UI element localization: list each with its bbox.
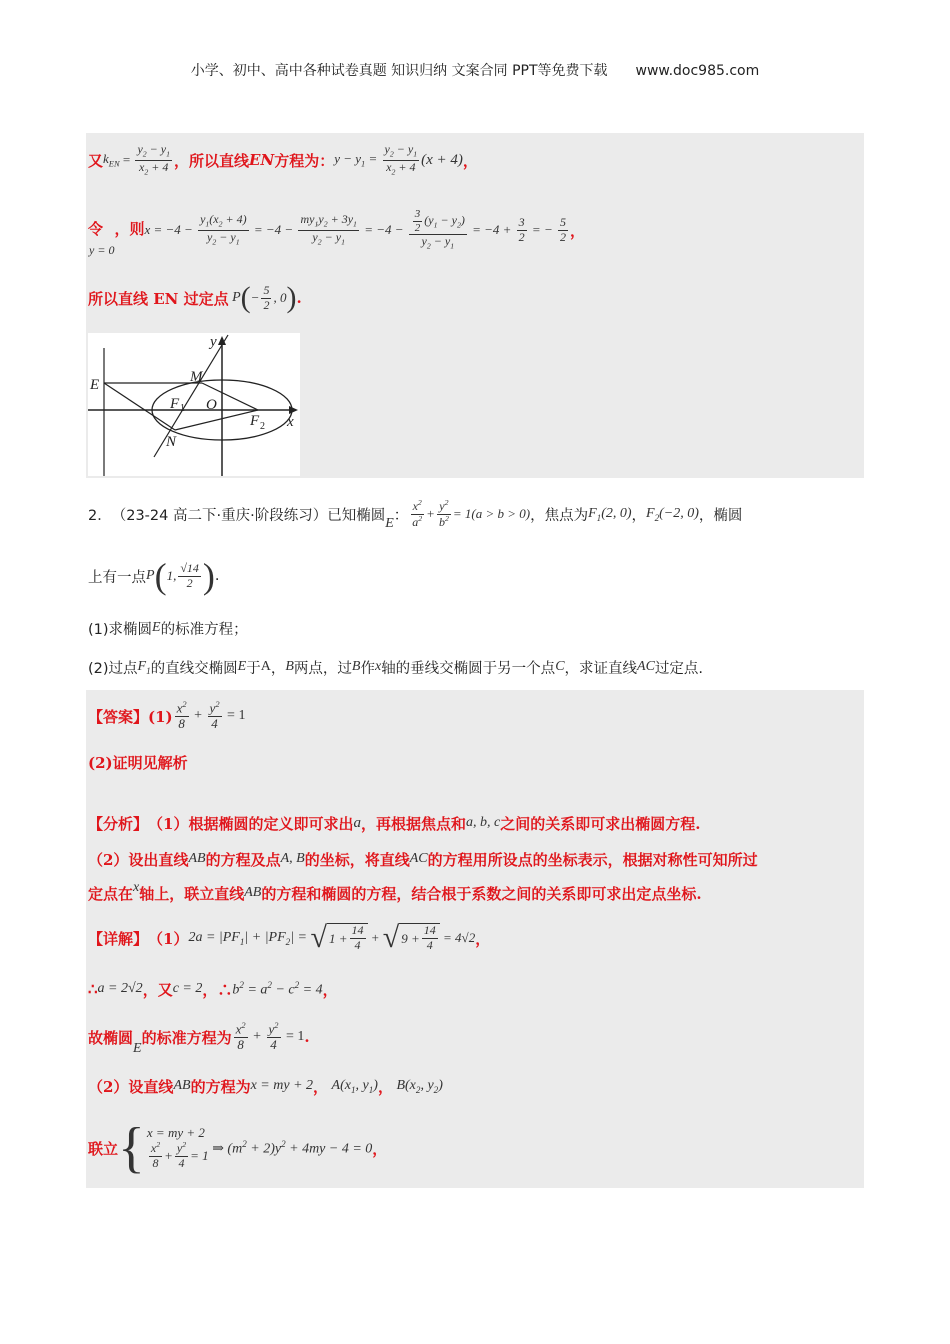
label-F2: F [250,413,260,429]
label-M: M [190,369,203,385]
label-N: N [166,434,177,450]
label-y: y [210,334,217,350]
segment-EN [104,383,175,430]
analysis-line2: （2）设出直线 AB 的方程及点 A, B 的坐标，将直线 AC 的方程用所设点的坐标表示，根据对称性可知所过 [88,850,758,869]
label-F2-sub: 2 [260,421,265,432]
detail-line3: 故椭圆 E 的标准方程为 $\frac{x^2}{8}$ + $\frac{y^2}{4}$ = 1 . [88,1019,310,1056]
problem-2-line2: 上有一点 P ( 1, $\frac{√14}{2}$ ) . [88,556,220,596]
answer-line: 【答案】(1) $\frac{x^2}{8}$ + $\frac{y^2}{4}$ = 1 [88,698,246,732]
analysis-line3: 定点在 x 轴上，联立直线 AB 的方程和椭圆的方程，结合根于系数之间的关系即可求出定点坐标. [88,880,702,903]
line-let-y0: 令 y = 0 ，则 x = −4 − $\frac{y_1(x_2 + 4)}{y_2 - y_1}$ = −4 − $\frac{my_1y_2 + 3y_1}{y_2 - y_1}$ = −4 − $\frac{3}{2}$ $(y_1 - y_2)$ $y_2 - y_1$ = −4 + $\frac{3}{2}$ = − $\frac{5}{2}$ ， [88,208,585,257]
label-F1-sub: 1 [180,403,185,414]
ellipse-figure [88,333,300,476]
detail-line2: ∴ a = 2√2 ，又 c = 2 ，∴ $b^2 = a^2 - c^2 = 4$ ， [88,979,338,999]
problem-2-line1: 2． （23-24 高二下·重庆·阶段练习）已知椭圆 E ： $\frac{x^2}{a^2}$ + $\frac{y^2}{b^2}$ = 1(a > b > 0) ，焦点为 $F_1(2$, 0) ， $F_2(-2$, 0) ，椭圆 [88,497,743,531]
line-fixed-point: 所以直线 EN 过定点 P ( − $\frac{5}{2}$ , 0 ) . [88,281,302,314]
page-header: 小学、初中、高中各种试卷真题 知识归纳 文案合同 PPT等免费下载 www.doc985.com [190,63,760,79]
label-F1: F [170,396,180,412]
segment-NF2 [175,410,258,430]
label-O: O [206,397,217,413]
label-E: E [90,377,100,393]
x-axis-arrow [289,406,298,414]
ellipse-figure-svg [88,333,300,476]
analysis-line1: 【分析】 （1）根据椭圆的定义即可求出 a ，再根据焦点和 a, b, c 之间的关系即可求出椭圆方程. [88,814,701,833]
detail-line1: 【详解】 （1） $2a = |PF_1| + |PF_2|$ = √ 1 + $\frac{14}{4}$ + √ 9 + $\frac{14}{4}$ = 4√2 ， [88,921,491,954]
label-x: x [287,414,294,430]
detail-line4: （2）设直线 AB 的方程为 x = my + 2 ， $A(x_1$, $y_1$) ， $B(x_2$, $y_2$) [88,1077,443,1096]
question-1: (1)求椭圆 E 的标准方程； [88,620,248,638]
detail-line5: 联立 { x = my + 2 $\frac{x^2}{8}$ + $\frac{y^2}{4}$ = 1 ⇒ $(m^2 + 2)y^2 + 4my - 4 = 0$ ， [88,1117,388,1179]
line-k-en: 又 $k_{EN}$ = $\frac{y_2 - y_1}{x_2 + 4}$ ，所以直线 EN 方程为： $y - y_1$ = $\frac{y_2 - y_1}{x_2 + 4}$ (x + 4) ， [88,142,478,176]
question-2: (2)过点 $F_1$ 的直线交椭圆 E 于 A ， B 两点，过 B 作 x 轴的垂线交椭圆于另一个点 C ，求证直线 AC 过定点. [88,658,704,677]
answer-part2: (2)证明见解析 [88,753,188,772]
